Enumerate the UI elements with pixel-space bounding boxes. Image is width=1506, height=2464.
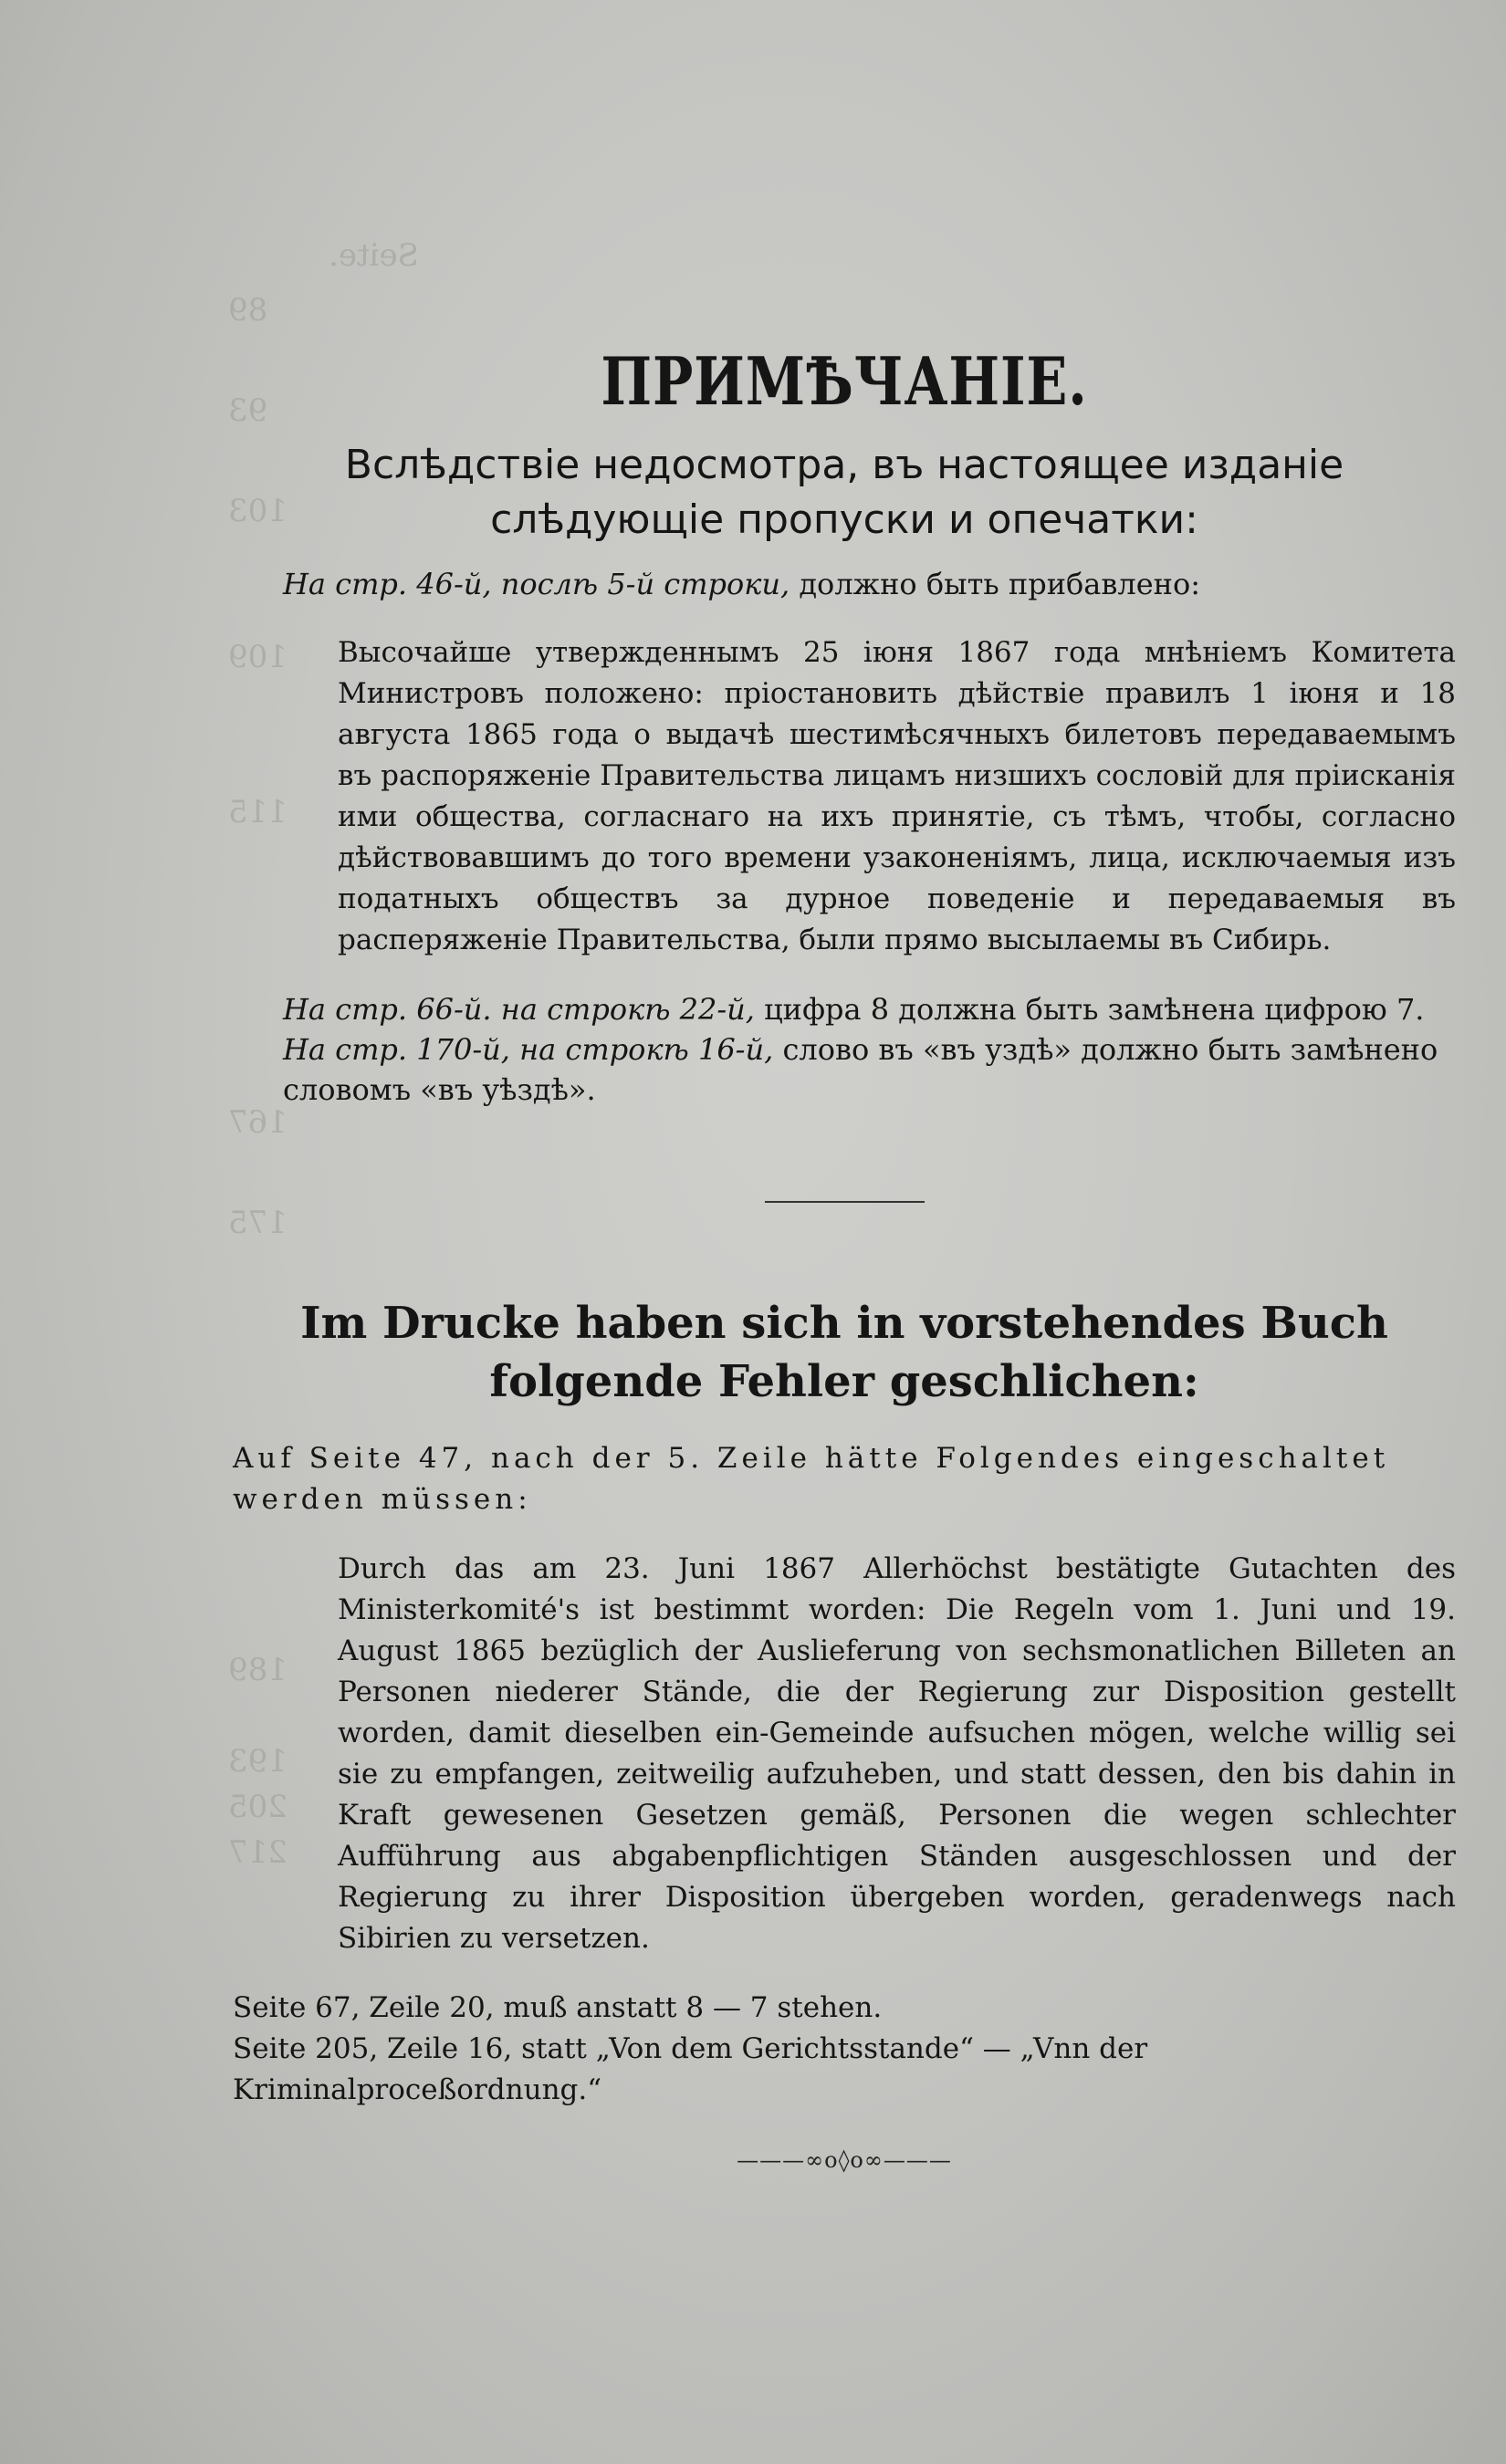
bleed-through-text: 109 [228,639,288,675]
russian-correction-3 [283,1029,1456,1110]
russian-inserted-passage: Высочайше утвержденнымъ 25 іюня 1867 года мнѣніемъ Комитета Министровъ положено: пріостановить дѣйствіе прaвилъ 1 іюня и 18 августа 1865 года о выдачѣ шестимѣсячныхъ билетовъ передаваемымъ въ распоряженіе Правительства лицамъ низшихъ сословій для пріисканія ими общества, согласнаго на ихъ принятіе, съ тѣмъ, чтобы, согласно дѣйствовавшимъ до того времени узаконеніямъ, лица, исключаемыя изъ податныхъ обществъ за дурное поведеніе и передаваемыя въ расперяженіе Правительства, были прямо высылаемы въ Сибирь. [338,636,1456,956]
bleed-through-text: 205 [228,1789,288,1825]
page-content [233,342,1456,2173]
page-reference: На стр. 170-й, на строкѣ 16-й, [283,1032,774,1067]
bleed-through-text: 167 [228,1104,288,1141]
bleed-through-text: 115 [228,794,288,830]
bleed-through-text: 175 [228,1205,288,1241]
german-correction-3: Seite 205, Zeile 16, statt „Von dem Gerichtsstande“ — „Vnn der Kriminalproceßordnung.“ [233,2032,1148,2106]
section-divider [765,1201,925,1203]
bleed-through-text: 217 [228,1834,288,1871]
bleed-through-text: 89 [228,292,268,329]
page-reference: На стр. 66-й. на строкѣ 22-й, [283,992,755,1027]
russian-title: ПРИМѢЧАНІЕ. [601,342,1088,420]
russian-correction-1 [283,564,1456,604]
russian-intro: Вслѣдствіе недосмотра, въ настоящее изданіе слѣдующіе пропуски и опечатки: [344,442,1344,543]
correction-text: цифра 8 должна быть замѣнена цифрою 7. [764,992,1425,1027]
bleed-through-text: 93 [228,392,268,429]
correction-text: слово въ «въ уздѣ» должно быть замѣнено словомъ «въ уѣздѣ». [283,1032,1438,1107]
german-inserted-passage: Durch das am 23. Juni 1867 Allerhöchst bestätigte Gutachten des Ministerkomité's ist bestimmt worden: Die Regeln vom 1. Juni und 19. August 1865 bezüglich der Auslieferung von sechsmonatlichen Billeten an Personen niederer Stände, die der Regierung zur Disposition gestellt worden, damit dieselben ein-Gemeinde aufsuchen mögen, welche willig sei sie zu empfangen, zeitweilig aufzuheben, und statt dessen, den bis dahin in Kraft gewesenen Gesetzen gemäß, Personen die wegen schlechter Aufführung aus abgabenpflichtigen Ständen ausgeschlossen und der Regierung zu ihrer Disposition übergeben worden, geradenwegs nach Sibirien zu versetzen. [338,1552,1456,1955]
bleed-through-text: 193 [228,1743,288,1780]
page-reference: На стр. 46-й, послѣ 5-й строки, [283,567,790,601]
bleed-through-text: Seite. [329,237,419,274]
bleed-through-text: 189 [228,1652,288,1688]
correction-text: должно быть прибавлено: [799,567,1201,601]
bleed-through-text: 103 [228,493,288,529]
end-ornament: ———∞o◊o∞——— [737,2147,952,2173]
german-correction-2: Seite 67, Zeile 20, muß anstatt 8 — 7 stehen. [233,1991,883,2024]
german-correction-1-intro: Auf Seite 47, nach der 5. Zeile hätte Folgendes eingeschaltet werden müssen: [233,1442,1390,1516]
german-title: Im Drucke haben sich in vorstehendes Buch folgende Fehler geschlichen: [300,1298,1388,1407]
russian-correction-2 [283,989,1456,1029]
